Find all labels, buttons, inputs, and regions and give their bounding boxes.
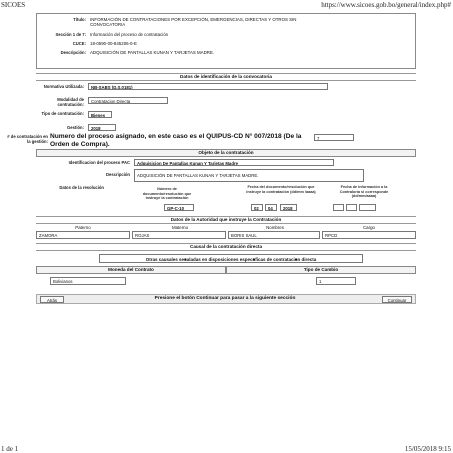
materno-header: Materno (171, 225, 189, 230)
tipo-field[interactable]: Bienes (88, 111, 112, 118)
tipo-cambio-field[interactable]: 1 (316, 277, 356, 285)
col-fecha-documento: Fecha del documento/resolución que instruye la contratación (dd/mm /aaaa) (246, 185, 316, 194)
autoridad-title: Datos de la Autoridad que instruye la Contratación (170, 217, 282, 222)
paterno-header: Paterno (75, 225, 91, 230)
resolucion-label: Datos de la resolución (59, 185, 104, 190)
paterno-field[interactable]: ZAMORA (36, 231, 130, 239)
col-numero-documento: Número de documento/resolución que instruye la contratación (142, 187, 192, 201)
page-count: 1 de 1 (1, 445, 19, 453)
tipo-label: Tipo de contratación: (41, 111, 84, 116)
fecha-anio-field[interactable]: 2018 (280, 204, 297, 211)
contraloria-dia-field[interactable] (333, 204, 344, 211)
tipo-cambio-header: Tipo de Cambio (226, 266, 416, 274)
continuar-button[interactable]: Continuar (382, 296, 412, 303)
objeto-descripcion-field[interactable]: ADQUISICIÓN DE PANTALLAS KUNAN Y TARJETAS MADRE. (134, 169, 364, 182)
numero-field[interactable]: 7 (314, 134, 354, 141)
modalidad-field[interactable]: Contratacion Directa (88, 97, 168, 104)
gestion-field[interactable]: 2018 (88, 124, 116, 131)
objeto-title: Objeto de la contratación (36, 149, 416, 157)
moneda-field[interactable]: Bolivianos (50, 277, 126, 285)
divider (36, 80, 416, 81)
browser-header-url: https://www.sicoes.gob.bo/general/index.php# (321, 1, 451, 9)
cuce-value: 18-0590-00-845206-0-E (90, 41, 137, 46)
seccion-label: Sección 1 de 7: (55, 32, 86, 37)
moneda-header: Moneda del Contrato (36, 266, 226, 274)
fecha-mes-field[interactable]: 04 (265, 204, 277, 211)
col-fecha-contraloria: Fecha de información a la Contraloría si corresponde (dd/mm/aaaa) (339, 185, 389, 199)
causal-select[interactable]: Otras causales se■aladas en disposiciones espec■ficas de contrataci■n directa (99, 254, 363, 263)
gestion-label: Gestión: (67, 125, 84, 130)
browser-header-left: SICOES (1, 1, 26, 9)
modalidad-label: Modalidad de contratación: (57, 97, 84, 107)
contraloria-anio-field[interactable] (359, 204, 376, 211)
numero-instructions: Numero del proceso asignado, en este caso es el QUIPUS-CD N° 007/2018 (De la Orden de Compra). (50, 133, 302, 148)
causal-title: Causal de la contratación directa (190, 244, 262, 249)
fecha-dia-field[interactable]: 02 (251, 204, 263, 211)
nombres-field[interactable]: BORIS SAUL (228, 231, 320, 239)
descripcion-label: Descripción: (60, 50, 86, 55)
descripcion-value: ADQUISICIÓN DE PANTALLAS KUNAN Y TARJETAS MADRE. (90, 50, 215, 55)
contraloria-mes-field[interactable] (346, 204, 357, 211)
print-timestamp: 15/05/2018 9:15 (404, 445, 451, 453)
normativa-label: Normativa Utilizada: (43, 84, 84, 89)
titulo-value: INFORMACIÓN DE CONTRATACIONES POR EXCEPCIÓN, EMERGENCIAS, DIRECTAS Y OTROS SIN CONVOCATORIA (90, 17, 297, 27)
titulo-label: Título: (73, 17, 86, 22)
documento-field[interactable]: GP-C-10 (164, 204, 194, 211)
atras-button[interactable]: Atrás (40, 296, 64, 303)
objeto-descripcion-label: Descripción (106, 172, 130, 177)
numero-label: # de contratación en la gestión: (7, 134, 48, 144)
seccion-value: Información del proceso de contratación (90, 32, 169, 37)
cuce-label: CUCE: (72, 41, 86, 46)
pac-label: Identificacion del proceso PAC (68, 160, 130, 165)
divider (36, 250, 416, 251)
cargo-field[interactable]: RPCD (322, 231, 416, 239)
convocatoria-title: Datos de identificación de la convocatoria (180, 74, 272, 79)
continue-instructions: Presione el botón Continuar para pasar a la siguiente sección (154, 296, 296, 301)
normativa-field[interactable]: NB-SABS (D.S.0181) (88, 83, 328, 90)
materno-field[interactable]: ROJAS (132, 231, 226, 239)
cargo-header: Cargo (363, 225, 375, 230)
nombres-header: Nombres (266, 225, 284, 230)
divider (36, 223, 416, 224)
pac-field[interactable]: Adquisicion De Pantallas Kunan Y Tarjetas Madre (134, 159, 334, 166)
